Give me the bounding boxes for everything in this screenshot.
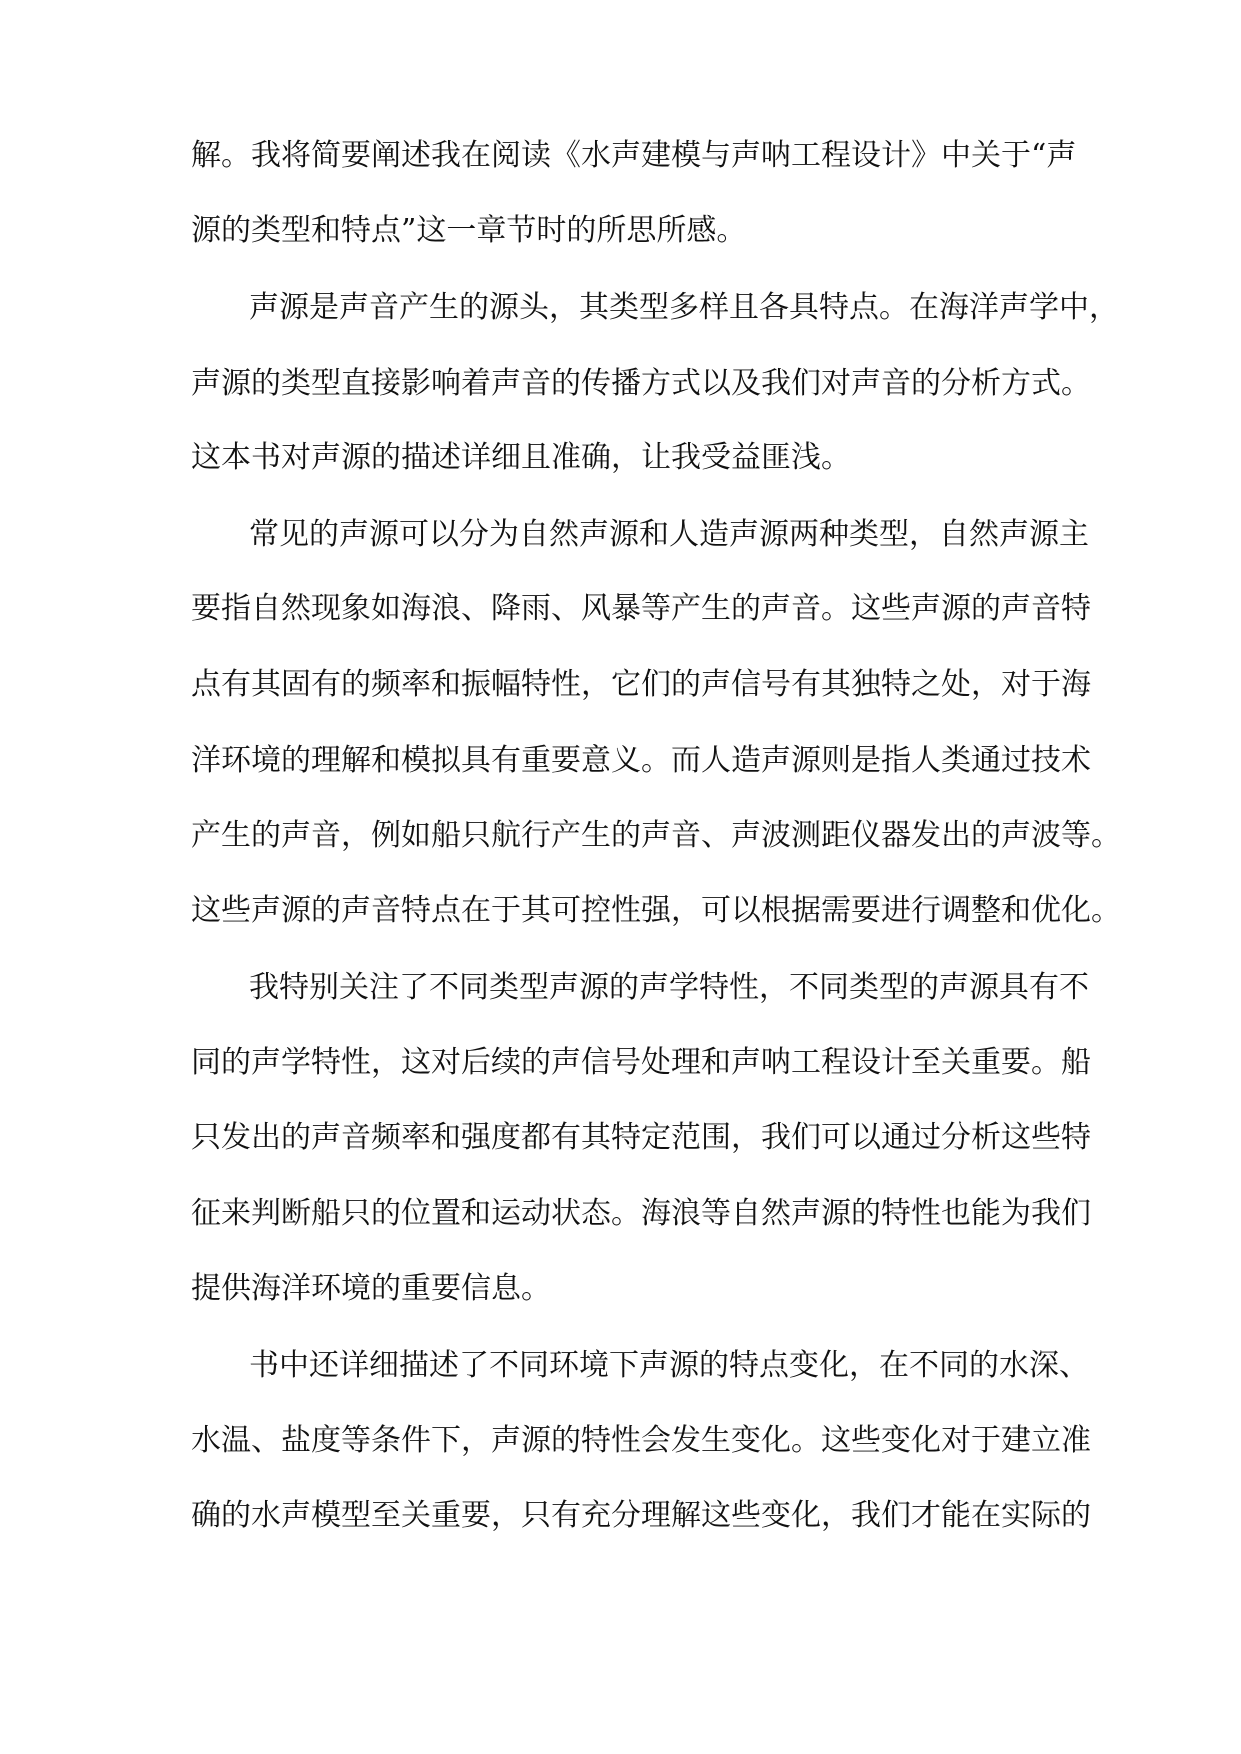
text-line: 洋环境的理解和模拟具有重要意义。而人造声源则是指人类通过技术 <box>191 743 1091 778</box>
text-line: 这本书对声源的描述详细且准确，让我受益匪浅。 <box>191 440 851 475</box>
text-line: 只发出的声音频率和强度都有其特定范围，我们可以通过分析这些特 <box>191 1120 1091 1155</box>
text-line: 我特别关注了不同类型声源的声学特性，不同类型的声源具有不 <box>249 970 1089 1005</box>
text-line: 常见的声源可以分为自然声源和人造声源两种类型，自然声源主 <box>249 517 1089 552</box>
text-line: 要指自然现象如海浪、降雨、风暴等产生的声音。这些声源的声音特 <box>191 591 1091 626</box>
text-line: 解。我将简要阐述我在阅读《水声建模与声呐工程设计》中关于“声 <box>191 138 1077 173</box>
text-line: 征来判断船只的位置和运动状态。海浪等自然声源的特性也能为我们 <box>191 1196 1091 1231</box>
text-line: 书中还详细描述了不同环境下声源的特点变化，在不同的水深、 <box>249 1348 1089 1383</box>
text-line: 声源是声音产生的源头，其类型多样且各具特点。在海洋声学中， <box>249 290 1119 325</box>
text-line: 水温、盐度等条件下，声源的特性会发生变化。这些变化对于建立准 <box>191 1423 1091 1458</box>
text-line: 点有其固有的频率和振幅特性，它们的声信号有其独特之处，对于海 <box>191 667 1091 702</box>
text-line: 提供海洋环境的重要信息。 <box>191 1271 551 1306</box>
text-line: 这些声源的声音特点在于其可控性强，可以根据需要进行调整和优化。 <box>191 893 1121 928</box>
text-line: 声源的类型直接影响着声音的传播方式以及我们对声音的分析方式。 <box>191 366 1091 401</box>
text-line: 源的类型和特点”这一章节时的所思所感。 <box>191 213 747 248</box>
text-line: 产生的声音，例如船只航行产生的声音、声波测距仪器发出的声波等。 <box>191 818 1121 853</box>
text-line: 同的声学特性，这对后续的声信号处理和声呐工程设计至关重要。船 <box>191 1045 1091 1080</box>
text-line: 确的水声模型至关重要，只有充分理解这些变化，我们才能在实际的 <box>191 1498 1091 1533</box>
